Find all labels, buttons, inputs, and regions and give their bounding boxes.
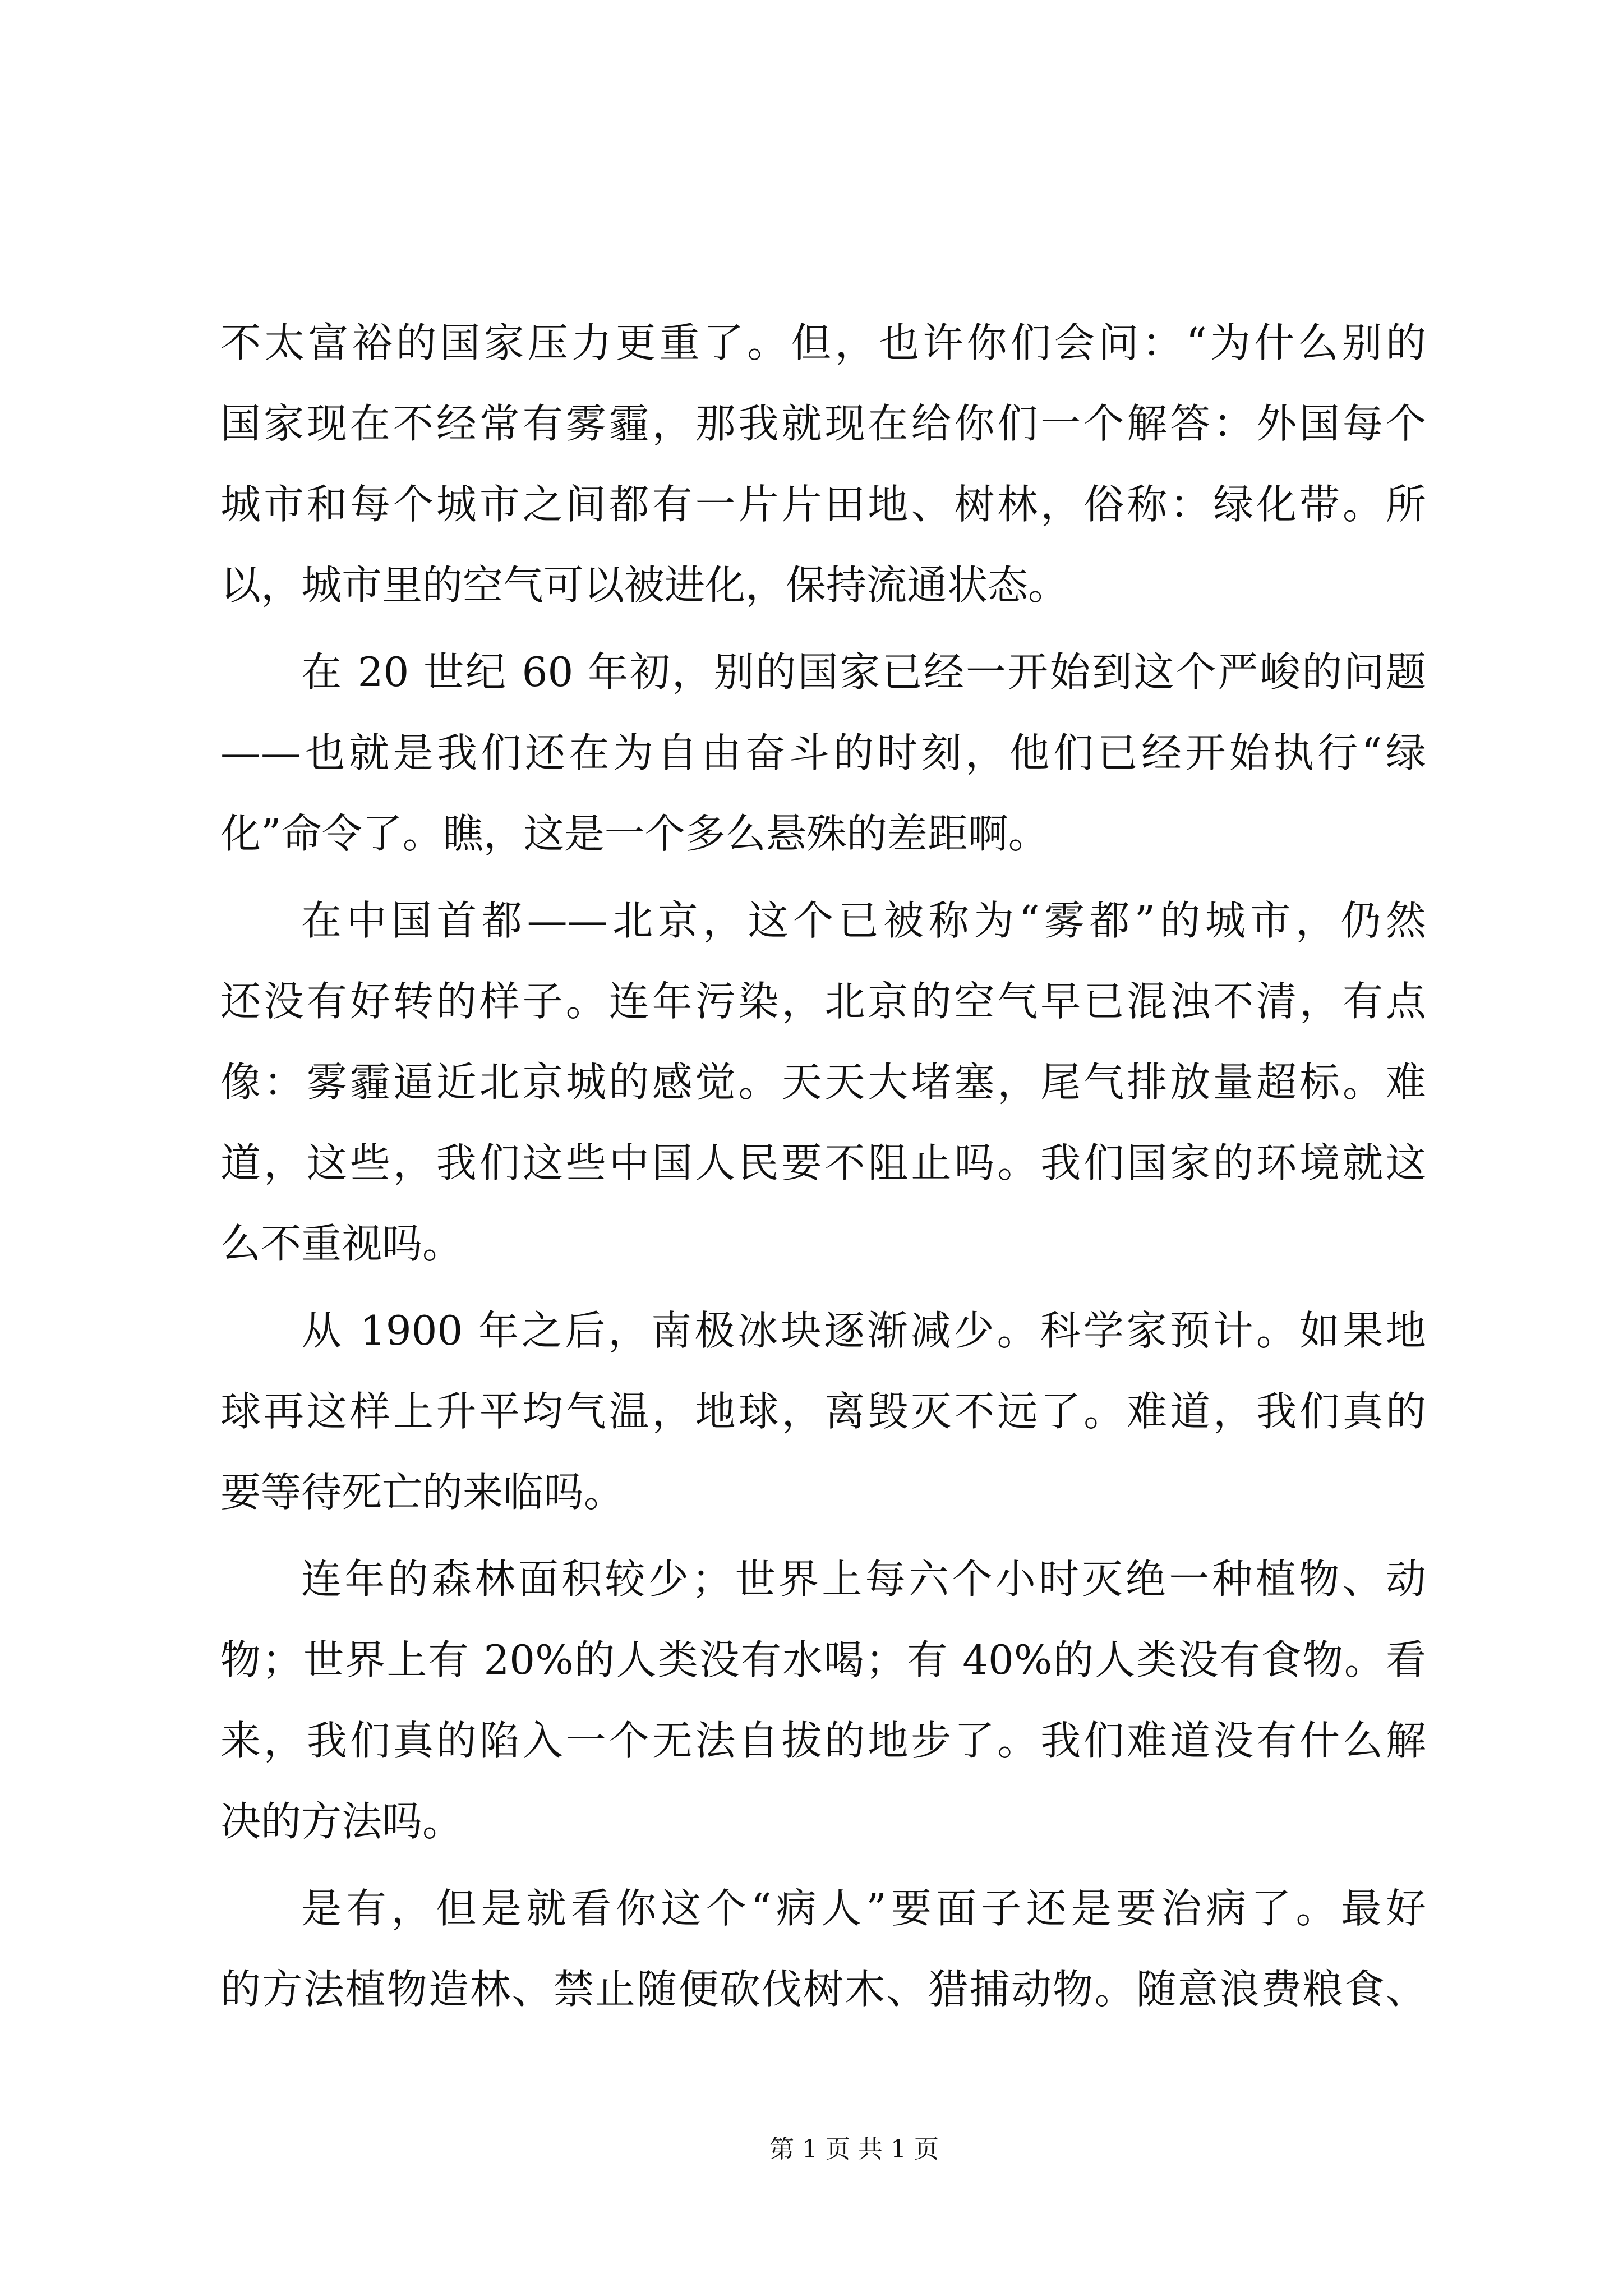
paragraph (220, 1539, 1426, 1862)
text-line: 是有，但是就看你这个“病人”要面子还是要治病了。最好 (301, 1885, 1426, 1932)
page-number-label: 第 1 页 共 1 页 (769, 2135, 939, 2164)
text-line: 从 1900 年之后，南极冰块逐渐减少。科学家预计。如果地 (301, 1307, 1426, 1354)
text-line: 在 20 世纪 60 年初，别的国家已经一开始到这个严峻的问题 (301, 648, 1426, 696)
page-footer (686, 2132, 1022, 2168)
text-line: 球再这样上升平均气温，地球，离毁灭不远了。难道，我们真的 (220, 1388, 1426, 1435)
paragraph (220, 632, 1426, 874)
text-line: 物；世界上有 20%的人类没有水喝；有 40%的人类没有食物。看 (220, 1636, 1426, 1683)
paragraph (220, 1290, 1426, 1533)
text-line: 还没有好转的样子。连年污染，北京的空气早已混浊不清，有点 (220, 978, 1426, 1025)
text-line: 城市和每个城市之间都有一片片田地、树林，俗称：绿化带。所 (220, 481, 1426, 528)
text-line: 像：雾霾逼近北京城的感觉。天天大堵塞，尾气排放量超标。难 (220, 1059, 1426, 1106)
text-line: 国家现在不经常有雾霾，那我就现在给你们一个解答：外国每个 (220, 400, 1426, 447)
paragraph (220, 1868, 1426, 2030)
text-line: 道，这些，我们这些中国人民要不阻止吗。我们国家的环境就这 (220, 1139, 1426, 1186)
text-line: 的方法植物造林、禁止随便砍伐树木、猎捕动物。随意浪费粮食、 (220, 1966, 1426, 2013)
paragraph (220, 302, 1426, 625)
document-body (220, 302, 1426, 2030)
text-line: 在中国首都——北京，这个已被称为“雾都”的城市，仍然 (301, 897, 1426, 944)
text-line: 连年的森林面积较少；世界上每六个小时灭绝一种植物、动 (301, 1556, 1426, 1603)
paragraph (220, 880, 1426, 1284)
text-line: 以，城市里的空气可以被进化，保持流通状态。 (220, 562, 1069, 609)
text-line: 化”命令了。瞧，这是一个多么悬殊的差距啊。 (220, 810, 1049, 857)
text-line: ——也就是我们还在为自由奋斗的时刻，他们已经开始执行“绿 (220, 729, 1426, 776)
text-line: 决的方法吗。 (220, 1798, 463, 1845)
text-line: 不太富裕的国家压力更重了。但，也许你们会问：“为什么别的 (220, 319, 1426, 366)
text-line: 要等待死亡的来临吗。 (220, 1469, 625, 1516)
text-line: 来，我们真的陷入一个无法自拔的地步了。我们难道没有什么解 (220, 1717, 1426, 1764)
text-line: 么不重视吗。 (220, 1220, 463, 1267)
